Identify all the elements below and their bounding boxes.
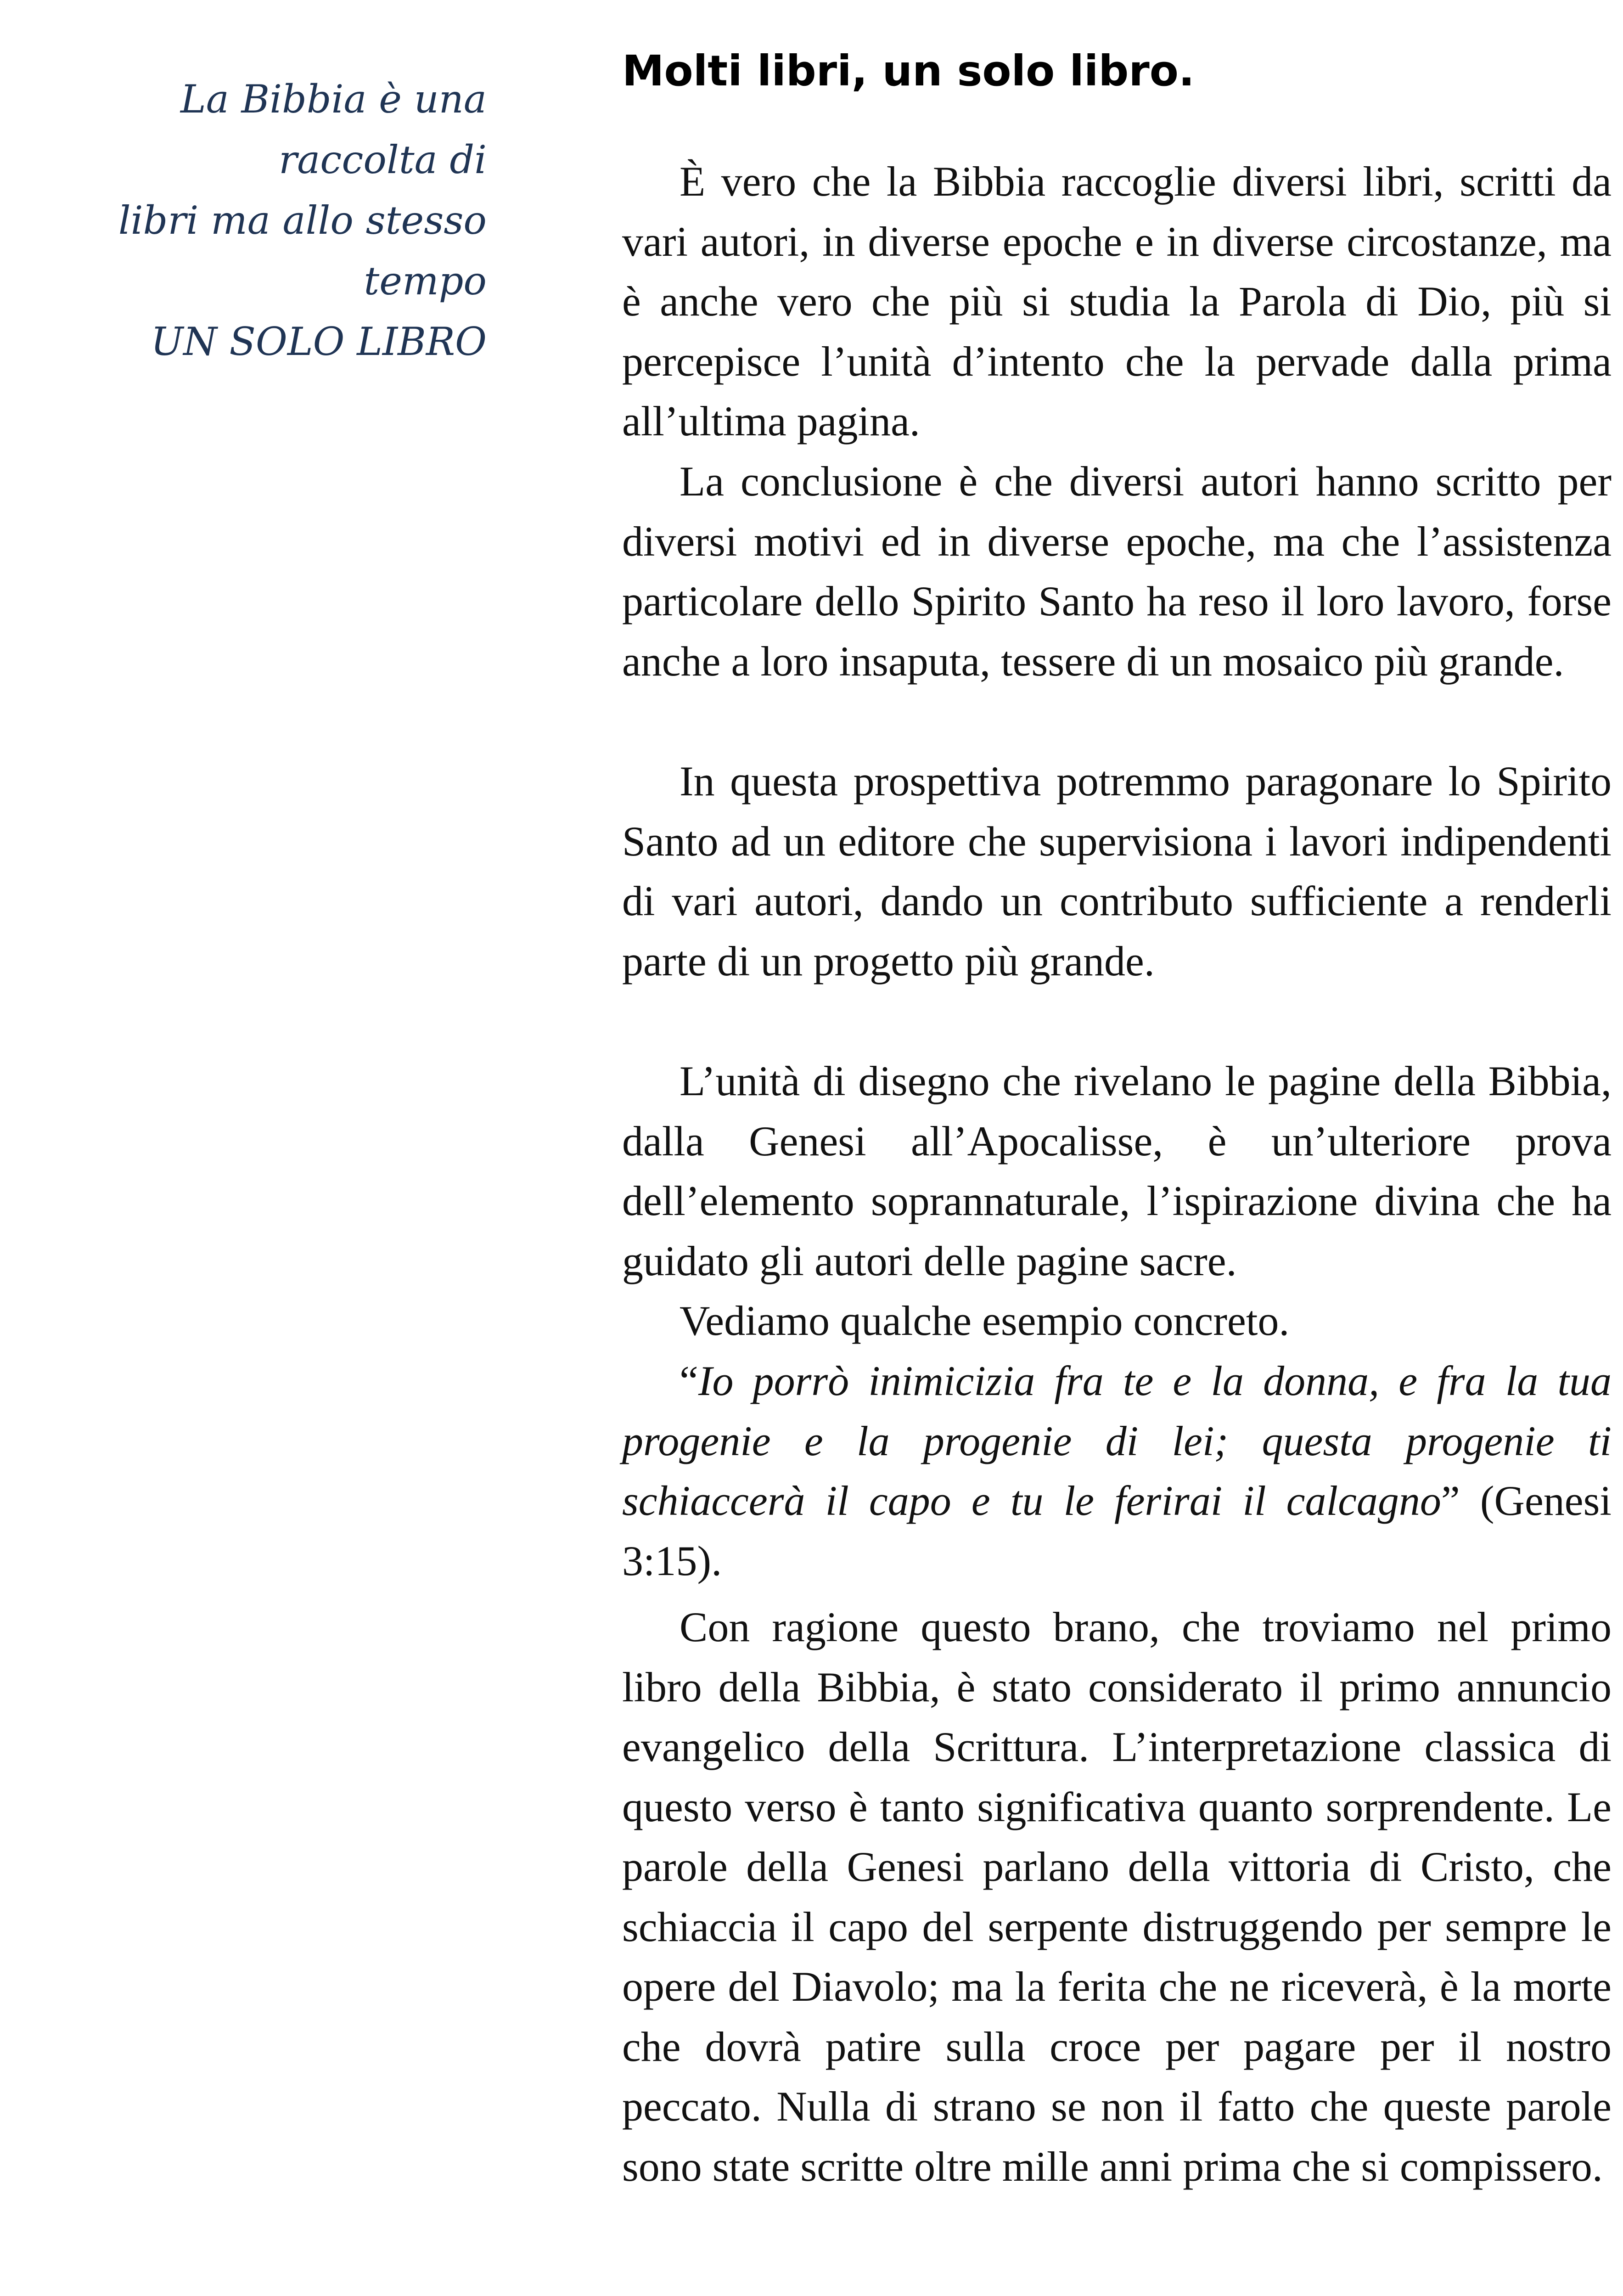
section-title: Molti libri, un solo libro. bbox=[622, 46, 1195, 96]
genesis-quote: Io porrò inimicizia fra te e la donna, e fra la tua progenie e la progenie di lei; questa progenie ti schiaccerà il capo e tu le ferirai il calcagno bbox=[622, 1357, 1612, 1524]
margin-note-line-2: libri ma allo stesso tempo bbox=[118, 198, 487, 304]
paragraph-6-quote bbox=[622, 1351, 1612, 1591]
margin-note-line-1: La Bibbia è una raccolta di bbox=[180, 77, 487, 182]
paragraph-2: La conclusione è che diversi autori hanno scritto per diversi motivi ed in diverse epoche, ma che l’assistenza particolare dello Spirito Santo ha reso il loro lavoro, forse anche a loro insaputa, tessere di un mosaico più grande. bbox=[622, 458, 1612, 685]
open-quote-mark: “ bbox=[680, 1357, 698, 1404]
paragraph-7: Con ragione questo brano, che troviamo nel primo libro della Bibbia, è stato considerato il primo annuncio evangelico della Scrittura. L’interpretazione classica di questo verso è tanto significativa quanto sorprendente. Le parole della Genesi parlano della vittoria di Cristo, che schiaccia il capo del serpente distruggendo per sempre le opere del Diavolo; ma la ferita che ne riceverà, è la morte che dovrà patire sulla croce per pagare per il nostro peccato. Nulla di strano se non il fatto che queste parole sono state scritte oltre mille anni prima che si compissero. bbox=[622, 1604, 1612, 2190]
paragraph-5: Vediamo qualche esempio concreto. bbox=[680, 1297, 1290, 1344]
paragraph-3: In questa prospettiva potremmo paragonare lo Spirito Santo ad un editore che supervisiona i lavori indipendenti di vari autori, dando un contributo sufficiente a renderli parte di un progetto più grande. bbox=[622, 758, 1612, 985]
paragraph-1: È vero che la Bibbia raccoglie diversi libri, scritti da vari autori, in diverse epoche e in diverse circostanze, ma è anche vero che più si studia la Parola di Dio, più si percepisce l’unità d’intento che la pervade dalla prima all’ultima pagina. bbox=[622, 158, 1612, 445]
paragraph-4: L’unità di disegno che rivelano le pagine della Bibbia, dalla Genesi all’Apocalisse, è un’ulteriore prova dell’elemento soprannaturale, l’ispirazione divina che ha guidato gli autori delle pagine sacre. bbox=[622, 1058, 1612, 1284]
margin-note bbox=[14, 69, 487, 372]
quote-reference: ” (Genesi 3:15). bbox=[622, 1477, 1612, 1584]
margin-note-line-3: UN SOLO LIBRO bbox=[151, 319, 487, 364]
